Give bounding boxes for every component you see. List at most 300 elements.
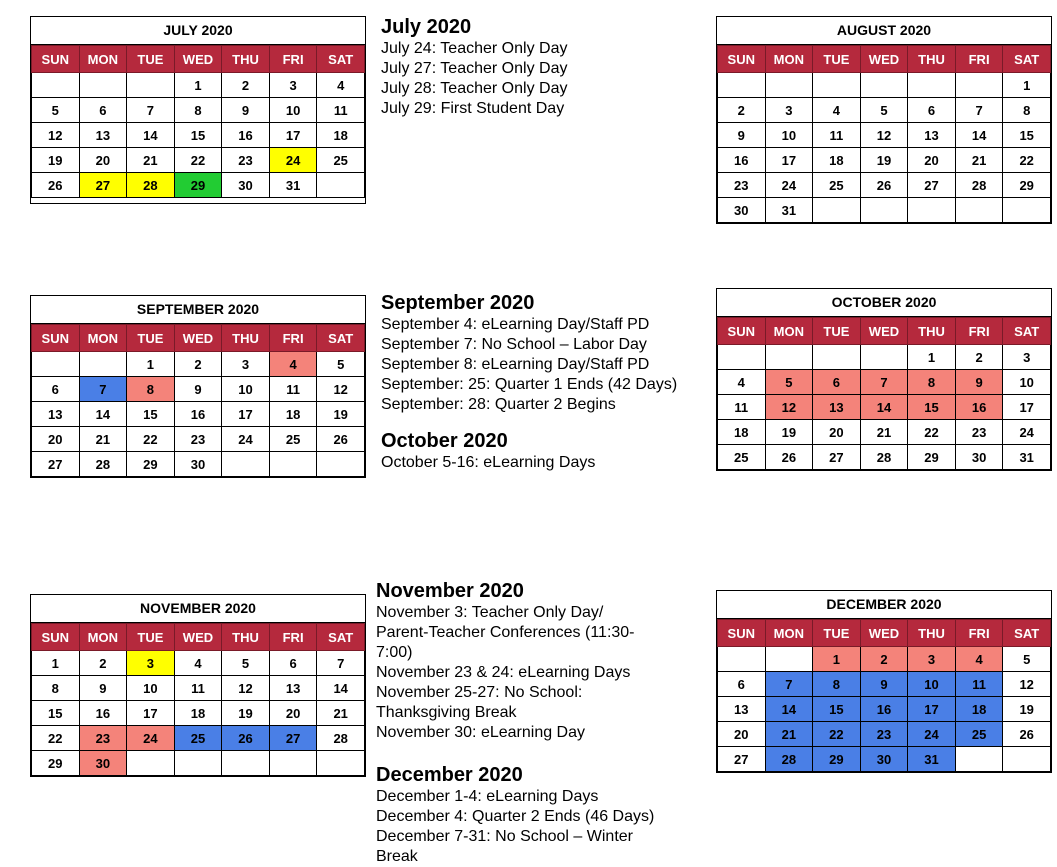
calendar-empty-cell: [317, 173, 365, 198]
calendar-day: 9: [222, 98, 270, 123]
notes-line: September 8: eLearning Day/Staff PD: [381, 356, 650, 373]
weekday-header: SUN: [718, 46, 766, 73]
calendar-week-row: [718, 148, 1051, 173]
calendar-title: OCTOBER 2020: [717, 289, 1051, 317]
calendar-day: 16: [955, 395, 1003, 420]
calendar-week-row: [718, 445, 1051, 470]
weekday-header: SUN: [32, 325, 80, 352]
notes-november: [376, 580, 706, 743]
weekday-header: SUN: [32, 46, 80, 73]
calendar-day: 18: [955, 697, 1003, 722]
calendar-day: 2: [718, 98, 766, 123]
calendar-day: 14: [955, 123, 1003, 148]
calendar-day: 5: [860, 98, 908, 123]
calendar-day: 22: [1003, 148, 1051, 173]
calendar-day: 17: [269, 123, 317, 148]
calendar-week-row: [32, 452, 365, 477]
calendar-day: 13: [908, 123, 956, 148]
calendar-grid: [717, 619, 1051, 772]
calendar-grid: [31, 45, 365, 198]
calendar-grid: [31, 324, 365, 477]
weekday-header: SAT: [317, 46, 365, 73]
calendar-day: 27: [269, 726, 317, 751]
notes-line: July 27: Teacher Only Day: [381, 60, 568, 77]
calendar-day: 29: [813, 747, 861, 772]
calendar-day: 18: [317, 123, 365, 148]
calendar-december-2020: [716, 590, 1052, 773]
calendar-day: 7: [765, 672, 813, 697]
calendar-day: 24: [222, 427, 270, 452]
calendar-day: 20: [718, 722, 766, 747]
calendar-day: 5: [765, 370, 813, 395]
weekday-header: SAT: [317, 325, 365, 352]
calendar-day: 14: [765, 697, 813, 722]
calendar-week-row: [32, 676, 365, 701]
weekday-header: MON: [765, 620, 813, 647]
weekday-header: SUN: [718, 620, 766, 647]
calendar-day: 17: [222, 402, 270, 427]
calendar-day: 26: [32, 173, 80, 198]
weekday-header: MON: [79, 624, 127, 651]
calendar-day: 27: [79, 173, 127, 198]
calendar-day: 24: [1003, 420, 1051, 445]
calendar-day: 2: [222, 73, 270, 98]
calendar-day: 19: [317, 402, 365, 427]
calendar-empty-cell: [955, 747, 1003, 772]
weekday-header: THU: [222, 46, 270, 73]
notes-line: 7:00): [376, 644, 413, 661]
calendar-week-row: [718, 747, 1051, 772]
calendar-week-row: [718, 98, 1051, 123]
calendar-empty-cell: [269, 452, 317, 477]
calendar-empty-cell: [955, 73, 1003, 98]
calendar-day: 7: [317, 651, 365, 676]
weekday-header: FRI: [955, 318, 1003, 345]
calendar-empty-cell: [765, 647, 813, 672]
calendar-grid: [717, 45, 1051, 223]
notes-line: December 1-4: eLearning Days: [376, 788, 599, 805]
weekday-header: TUE: [127, 624, 175, 651]
weekday-header: FRI: [269, 325, 317, 352]
calendar-empty-cell: [127, 73, 175, 98]
calendar-empty-cell: [908, 73, 956, 98]
calendar-day: 25: [174, 726, 222, 751]
calendar-day: 14: [317, 676, 365, 701]
calendar-day: 11: [174, 676, 222, 701]
calendar-day: 2: [955, 345, 1003, 370]
calendar-day: 10: [765, 123, 813, 148]
weekday-header: THU: [908, 318, 956, 345]
calendar-day: 12: [317, 377, 365, 402]
notes-line: September 4: eLearning Day/Staff PD: [381, 316, 650, 333]
calendar-day: 15: [32, 701, 80, 726]
calendar-day: 4: [174, 651, 222, 676]
calendar-day: 17: [765, 148, 813, 173]
weekday-header: SUN: [32, 624, 80, 651]
calendar-day: 28: [127, 173, 175, 198]
calendar-day: 27: [32, 452, 80, 477]
calendar-day: 17: [127, 701, 175, 726]
calendar-day: 21: [955, 148, 1003, 173]
calendar-day: 10: [127, 676, 175, 701]
calendar-empty-cell: [79, 73, 127, 98]
calendar-day: 5: [317, 352, 365, 377]
calendar-day: 8: [127, 377, 175, 402]
calendar-day: 17: [908, 697, 956, 722]
calendar-day: 11: [269, 377, 317, 402]
calendar-day: 22: [127, 427, 175, 452]
calendar-day: 28: [860, 445, 908, 470]
weekday-header: TUE: [813, 620, 861, 647]
calendar-day: 19: [765, 420, 813, 445]
calendar-week-row: [718, 123, 1051, 148]
notes-line: July 29: First Student Day: [381, 100, 565, 117]
calendar-day: 13: [813, 395, 861, 420]
weekday-header: MON: [765, 46, 813, 73]
calendar-empty-cell: [813, 73, 861, 98]
calendar-day: 24: [908, 722, 956, 747]
weekday-header: TUE: [813, 46, 861, 73]
calendar-day: 25: [718, 445, 766, 470]
calendar-day: 9: [955, 370, 1003, 395]
calendar-title: NOVEMBER 2020: [31, 595, 365, 623]
calendar-day: 13: [718, 697, 766, 722]
notes-heading: September 2020: [381, 292, 535, 314]
calendar-day: 13: [269, 676, 317, 701]
calendar-day: 28: [79, 452, 127, 477]
calendar-day: 6: [32, 377, 80, 402]
calendar-day: 18: [813, 148, 861, 173]
calendar-day: 1: [32, 651, 80, 676]
calendar-september-2020: [30, 295, 366, 478]
calendar-day: 18: [269, 402, 317, 427]
calendar-day: 15: [1003, 123, 1051, 148]
calendar-day: 19: [222, 701, 270, 726]
calendar-day: 8: [32, 676, 80, 701]
calendar-day: 3: [765, 98, 813, 123]
calendar-day: 18: [718, 420, 766, 445]
weekday-header: MON: [79, 325, 127, 352]
calendar-day: 31: [269, 173, 317, 198]
weekday-header: FRI: [269, 624, 317, 651]
calendar-week-row: [32, 123, 365, 148]
calendar-empty-cell: [222, 751, 270, 776]
calendar-day: 20: [79, 148, 127, 173]
calendar-day: 7: [955, 98, 1003, 123]
calendar-day: 2: [174, 352, 222, 377]
notes-line: Parent-Teacher Conferences (11:30-: [376, 624, 635, 641]
calendar-day: 10: [222, 377, 270, 402]
calendar-week-row: [718, 73, 1051, 98]
calendar-day: 6: [79, 98, 127, 123]
calendar-day: 29: [174, 173, 222, 198]
calendar-day: 7: [860, 370, 908, 395]
weekday-header: TUE: [127, 325, 175, 352]
calendar-footer: [31, 198, 365, 203]
calendar-week-row: [718, 345, 1051, 370]
calendar-day: 8: [174, 98, 222, 123]
calendar-day: 21: [127, 148, 175, 173]
calendar-day: 6: [718, 672, 766, 697]
calendar-day: 15: [908, 395, 956, 420]
calendar-week-row: [718, 722, 1051, 747]
calendar-day: 12: [32, 123, 80, 148]
calendar-empty-cell: [127, 751, 175, 776]
calendar-day: 30: [955, 445, 1003, 470]
calendar-day: 21: [317, 701, 365, 726]
notes-line: December 7-31: No School – Winter: [376, 828, 633, 845]
calendar-day: 13: [79, 123, 127, 148]
notes-line: September: 25: Quarter 1 Ends (42 Days): [381, 376, 678, 393]
weekday-header: MON: [79, 46, 127, 73]
calendar-empty-cell: [1003, 198, 1051, 223]
calendar-day: 11: [718, 395, 766, 420]
calendar-day: 4: [955, 647, 1003, 672]
calendar-day: 30: [174, 452, 222, 477]
calendar-day: 24: [269, 148, 317, 173]
notes-line: September: 28: Quarter 2 Begins: [381, 396, 616, 413]
notes-line: November 30: eLearning Day: [376, 724, 586, 741]
calendar-day: 28: [765, 747, 813, 772]
weekday-header: FRI: [955, 620, 1003, 647]
calendar-day: 16: [860, 697, 908, 722]
weekday-header: SAT: [1003, 318, 1051, 345]
calendar-day: 21: [79, 427, 127, 452]
calendar-empty-cell: [765, 73, 813, 98]
calendar-day: 28: [317, 726, 365, 751]
calendar-week-row: [32, 402, 365, 427]
weekday-header: SAT: [1003, 620, 1051, 647]
calendar-day: 12: [1003, 672, 1051, 697]
weekday-header: FRI: [269, 46, 317, 73]
calendar-day: 24: [765, 173, 813, 198]
calendar-empty-cell: [269, 751, 317, 776]
notes-line: November 25-27: No School:: [376, 684, 583, 701]
notes-line: November 23 & 24: eLearning Days: [376, 664, 631, 681]
notes-october: [381, 430, 701, 473]
calendar-day: 15: [174, 123, 222, 148]
calendar-empty-cell: [174, 751, 222, 776]
calendar-week-row: [32, 751, 365, 776]
calendar-day: 19: [1003, 697, 1051, 722]
calendar-day: 20: [813, 420, 861, 445]
calendar-day: 23: [955, 420, 1003, 445]
notes-line: September 7: No School – Labor Day: [381, 336, 647, 353]
calendar-week-row: [32, 377, 365, 402]
calendar-day: 24: [127, 726, 175, 751]
calendar-day: 3: [222, 352, 270, 377]
calendar-day: 11: [813, 123, 861, 148]
calendar-day: 14: [860, 395, 908, 420]
weekday-header: TUE: [813, 318, 861, 345]
calendar-day: 2: [860, 647, 908, 672]
calendar-week-row: [32, 726, 365, 751]
calendar-day: 11: [955, 672, 1003, 697]
calendar-week-row: [32, 73, 365, 98]
weekday-header: MON: [765, 318, 813, 345]
weekday-header: WED: [174, 325, 222, 352]
weekday-header: SAT: [1003, 46, 1051, 73]
calendar-empty-cell: [32, 352, 80, 377]
calendar-day: 31: [908, 747, 956, 772]
calendar-day: 15: [127, 402, 175, 427]
calendar-day: 23: [174, 427, 222, 452]
calendar-day: 23: [79, 726, 127, 751]
calendar-empty-cell: [222, 452, 270, 477]
calendar-day: 26: [860, 173, 908, 198]
calendar-day: 9: [718, 123, 766, 148]
notes-line: November 3: Teacher Only Day/: [376, 604, 604, 621]
calendar-day: 22: [813, 722, 861, 747]
calendar-day: 13: [32, 402, 80, 427]
calendar-day: 5: [222, 651, 270, 676]
calendar-day: 7: [79, 377, 127, 402]
calendar-title: DECEMBER 2020: [717, 591, 1051, 619]
notes-heading: October 2020: [381, 430, 508, 452]
calendar-empty-cell: [813, 345, 861, 370]
calendar-day: 30: [860, 747, 908, 772]
weekday-header: WED: [860, 620, 908, 647]
calendar-empty-cell: [908, 198, 956, 223]
calendar-day: 7: [127, 98, 175, 123]
calendar-day: 30: [79, 751, 127, 776]
calendar-day: 20: [908, 148, 956, 173]
notes-heading: July 2020: [381, 16, 472, 38]
notes-line: Thanksgiving Break: [376, 704, 517, 721]
calendar-day: 19: [860, 148, 908, 173]
calendar-day: 4: [317, 73, 365, 98]
calendar-empty-cell: [32, 73, 80, 98]
notes-december: [376, 764, 706, 867]
calendar-empty-cell: [860, 73, 908, 98]
notes-line: October 5-16: eLearning Days: [381, 454, 596, 471]
calendar-day: 27: [908, 173, 956, 198]
calendar-empty-cell: [765, 345, 813, 370]
calendar-day: 6: [908, 98, 956, 123]
notes-line: July 28: Teacher Only Day: [381, 80, 568, 97]
calendar-day: 9: [860, 672, 908, 697]
weekday-header: THU: [908, 620, 956, 647]
calendar-week-row: [718, 420, 1051, 445]
notes-line: Break: [376, 848, 418, 865]
notes-july: [381, 16, 701, 119]
calendar-day: 30: [718, 198, 766, 223]
calendar-day: 6: [269, 651, 317, 676]
weekday-header: FRI: [955, 46, 1003, 73]
calendar-empty-cell: [718, 73, 766, 98]
calendar-day: 8: [813, 672, 861, 697]
calendar-day: 3: [908, 647, 956, 672]
calendar-day: 16: [79, 701, 127, 726]
notes-september: [381, 292, 713, 415]
calendar-week-row: [718, 370, 1051, 395]
calendar-day: 8: [1003, 98, 1051, 123]
calendar-day: 12: [222, 676, 270, 701]
calendar-day: 25: [317, 148, 365, 173]
calendar-day: 12: [860, 123, 908, 148]
calendar-day: 10: [1003, 370, 1051, 395]
calendar-day: 4: [718, 370, 766, 395]
weekday-header: SUN: [718, 318, 766, 345]
calendar-day: 8: [908, 370, 956, 395]
calendar-day: 4: [269, 352, 317, 377]
calendar-week-row: [718, 697, 1051, 722]
calendar-day: 14: [79, 402, 127, 427]
calendar-week-row: [32, 427, 365, 452]
calendar-day: 23: [718, 173, 766, 198]
calendar-day: 17: [1003, 395, 1051, 420]
calendar-day: 22: [32, 726, 80, 751]
calendar-title: SEPTEMBER 2020: [31, 296, 365, 324]
weekday-header: WED: [174, 624, 222, 651]
calendar-day: 19: [32, 148, 80, 173]
calendar-empty-cell: [813, 198, 861, 223]
calendar-day: 12: [765, 395, 813, 420]
calendar-week-row: [32, 148, 365, 173]
calendar-day: 22: [174, 148, 222, 173]
calendar-day: 4: [813, 98, 861, 123]
calendar-day: 1: [174, 73, 222, 98]
calendar-week-row: [718, 173, 1051, 198]
calendar-day: 1: [1003, 73, 1051, 98]
calendar-week-row: [718, 395, 1051, 420]
calendar-day: 22: [908, 420, 956, 445]
calendar-november-2020: [30, 594, 366, 777]
calendar-day: 26: [765, 445, 813, 470]
calendar-empty-cell: [79, 352, 127, 377]
calendar-week-row: [718, 647, 1051, 672]
calendar-day: 3: [269, 73, 317, 98]
calendar-october-2020: [716, 288, 1052, 471]
calendar-day: 21: [860, 420, 908, 445]
calendar-day: 1: [813, 647, 861, 672]
notes-line: July 24: Teacher Only Day: [381, 40, 568, 57]
calendar-day: 11: [317, 98, 365, 123]
calendar-august-2020: [716, 16, 1052, 224]
calendar-day: 15: [813, 697, 861, 722]
calendar-week-row: [32, 651, 365, 676]
calendar-day: 23: [222, 148, 270, 173]
calendar-empty-cell: [955, 198, 1003, 223]
weekday-header: SAT: [317, 624, 365, 651]
calendar-day: 27: [718, 747, 766, 772]
calendar-week-row: [32, 173, 365, 198]
calendar-day: 16: [718, 148, 766, 173]
weekday-header: THU: [222, 325, 270, 352]
calendar-day: 16: [174, 402, 222, 427]
calendar-empty-cell: [860, 198, 908, 223]
calendar-empty-cell: [718, 345, 766, 370]
notes-heading: December 2020: [376, 764, 523, 786]
calendar-day: 10: [908, 672, 956, 697]
calendar-day: 29: [127, 452, 175, 477]
calendar-day: 31: [1003, 445, 1051, 470]
calendar-day: 23: [860, 722, 908, 747]
calendar-week-row: [718, 198, 1051, 223]
calendar-day: 28: [955, 173, 1003, 198]
calendar-day: 25: [955, 722, 1003, 747]
calendar-grid: [717, 317, 1051, 470]
calendar-title: AUGUST 2020: [717, 17, 1051, 45]
calendar-day: 20: [269, 701, 317, 726]
calendar-day: 5: [1003, 647, 1051, 672]
calendar-week-row: [32, 352, 365, 377]
calendar-day: 30: [222, 173, 270, 198]
calendar-grid: [31, 623, 365, 776]
calendar-week-row: [32, 701, 365, 726]
calendar-july-2020: [30, 16, 366, 204]
weekday-header: THU: [222, 624, 270, 651]
